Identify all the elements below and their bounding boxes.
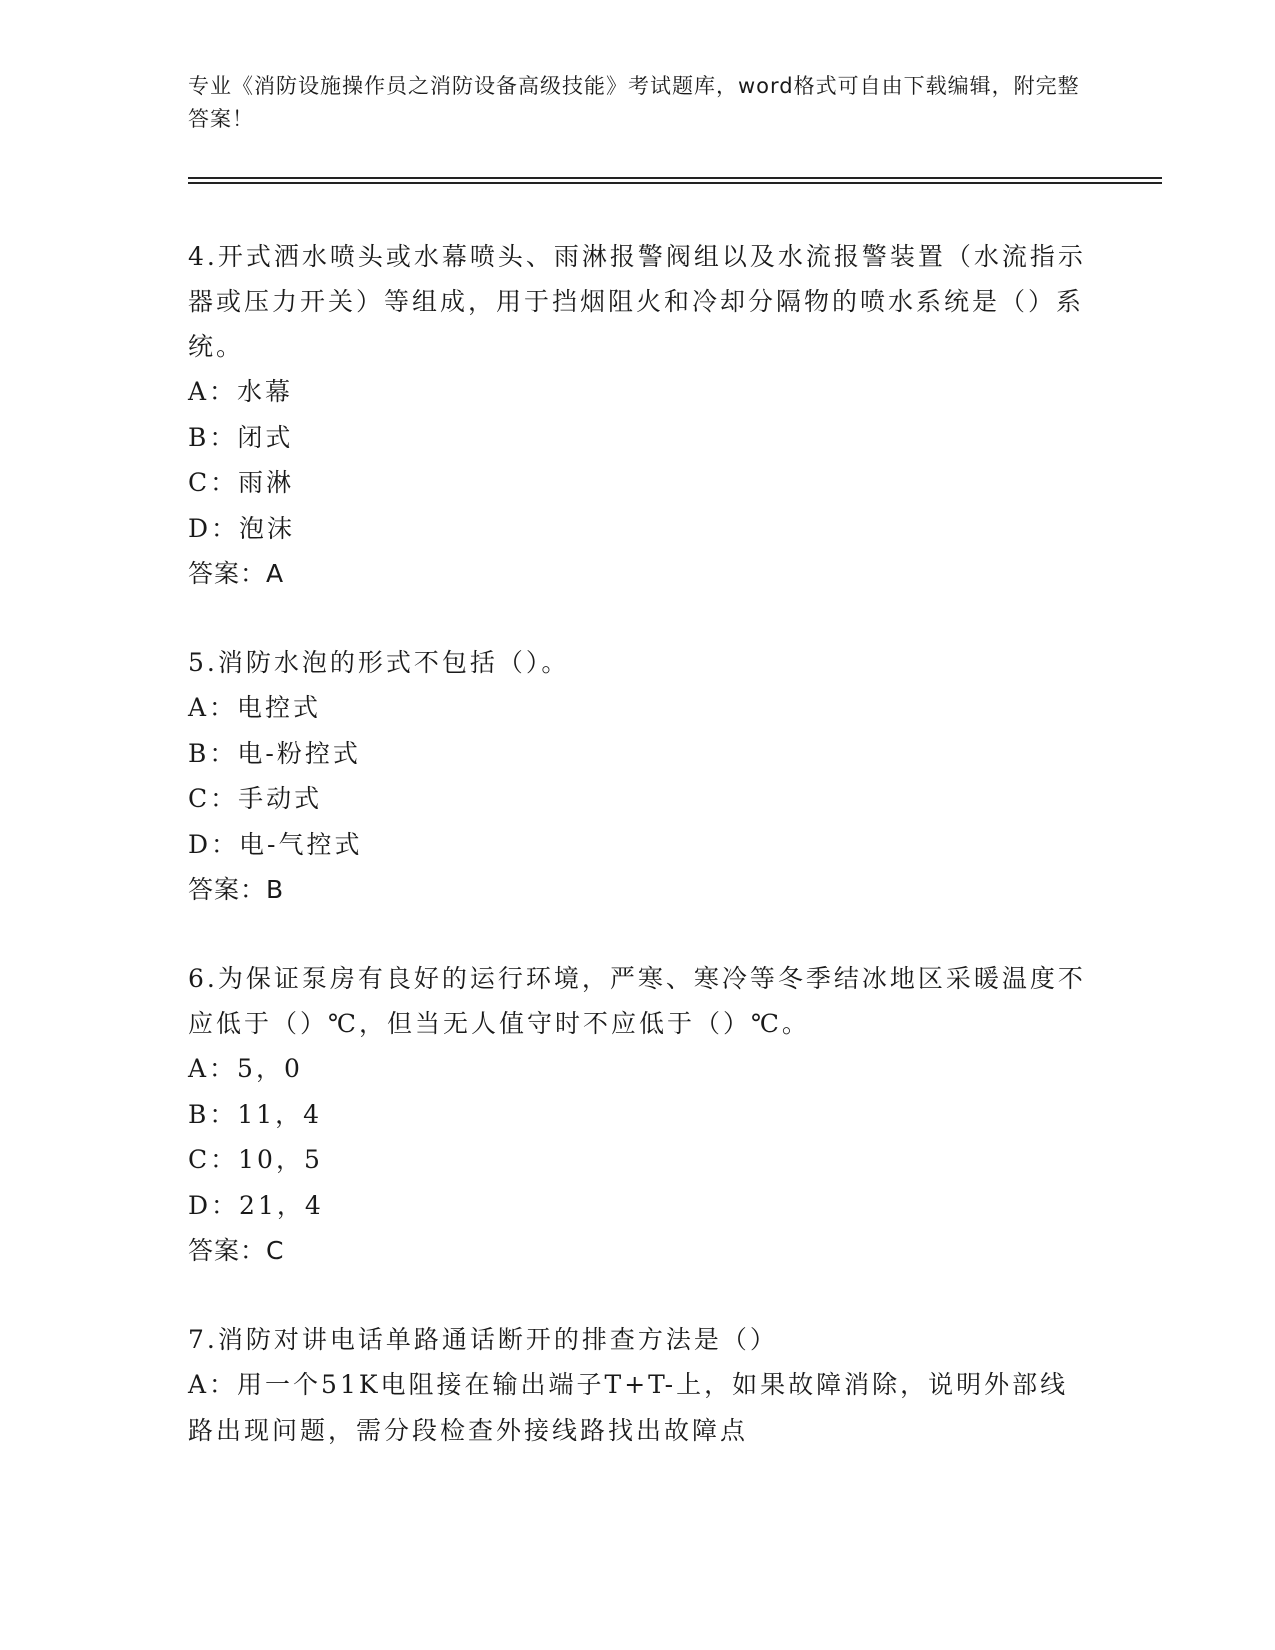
question-stem: 4.开式洒水喷头或水幕喷头、雨淋报警阀组以及水流报警装置（水流指示器或压力开关）等组成，用于挡烟阻火和冷却分隔物的喷水系统是（）系统。	[188, 242, 1086, 361]
option-a: A：5，0	[188, 1054, 303, 1083]
header-divider-bottom	[188, 182, 1162, 184]
question-stem: 6.为保证泵房有良好的运行环境，严寒、寒冷等冬季结冰地区采暖温度不应低于（）℃，但当无人值守时不应低于（）℃。	[188, 964, 1086, 1038]
option-d: D：电-气控式	[188, 829, 363, 859]
question-stem: 5.消防水泡的形式不包括（）。	[188, 648, 570, 677]
question-list	[188, 234, 1088, 1453]
answer-line: 答案：B	[188, 875, 285, 904]
header-divider-top	[188, 177, 1162, 179]
option-a: A：用一个51K电阻接在输出端子T+T-上，如果故障消除，说明外部线路出现问题，需分段检查外接线路找出故障点	[188, 1370, 1069, 1445]
document-header: 专业《消防设施操作员之消防设备高级技能》考试题库，word格式可自由下载编辑，附完整答案！	[188, 74, 1080, 131]
answer-line: 答案：C	[188, 1236, 285, 1265]
option-c: C：10，5	[188, 1145, 323, 1174]
question-item	[188, 234, 1088, 596]
option-b: B：11，4	[188, 1099, 323, 1129]
option-a: A：水幕	[188, 377, 294, 406]
question-item	[188, 1317, 1088, 1453]
answer-line: 答案：A	[188, 559, 285, 588]
question-item	[188, 640, 1088, 912]
option-d: D：21，4	[188, 1190, 324, 1220]
question-item	[188, 956, 1088, 1273]
option-a: A：电控式	[188, 693, 322, 722]
option-b: B：闭式	[188, 422, 294, 452]
option-b: B：电-粉控式	[188, 738, 361, 768]
option-d: D：泡沫	[188, 513, 296, 543]
option-c: C：手动式	[188, 784, 323, 813]
question-stem: 7.消防对讲电话单路通话断开的排查方法是（）	[188, 1325, 778, 1354]
option-c: C：雨淋	[188, 468, 295, 497]
